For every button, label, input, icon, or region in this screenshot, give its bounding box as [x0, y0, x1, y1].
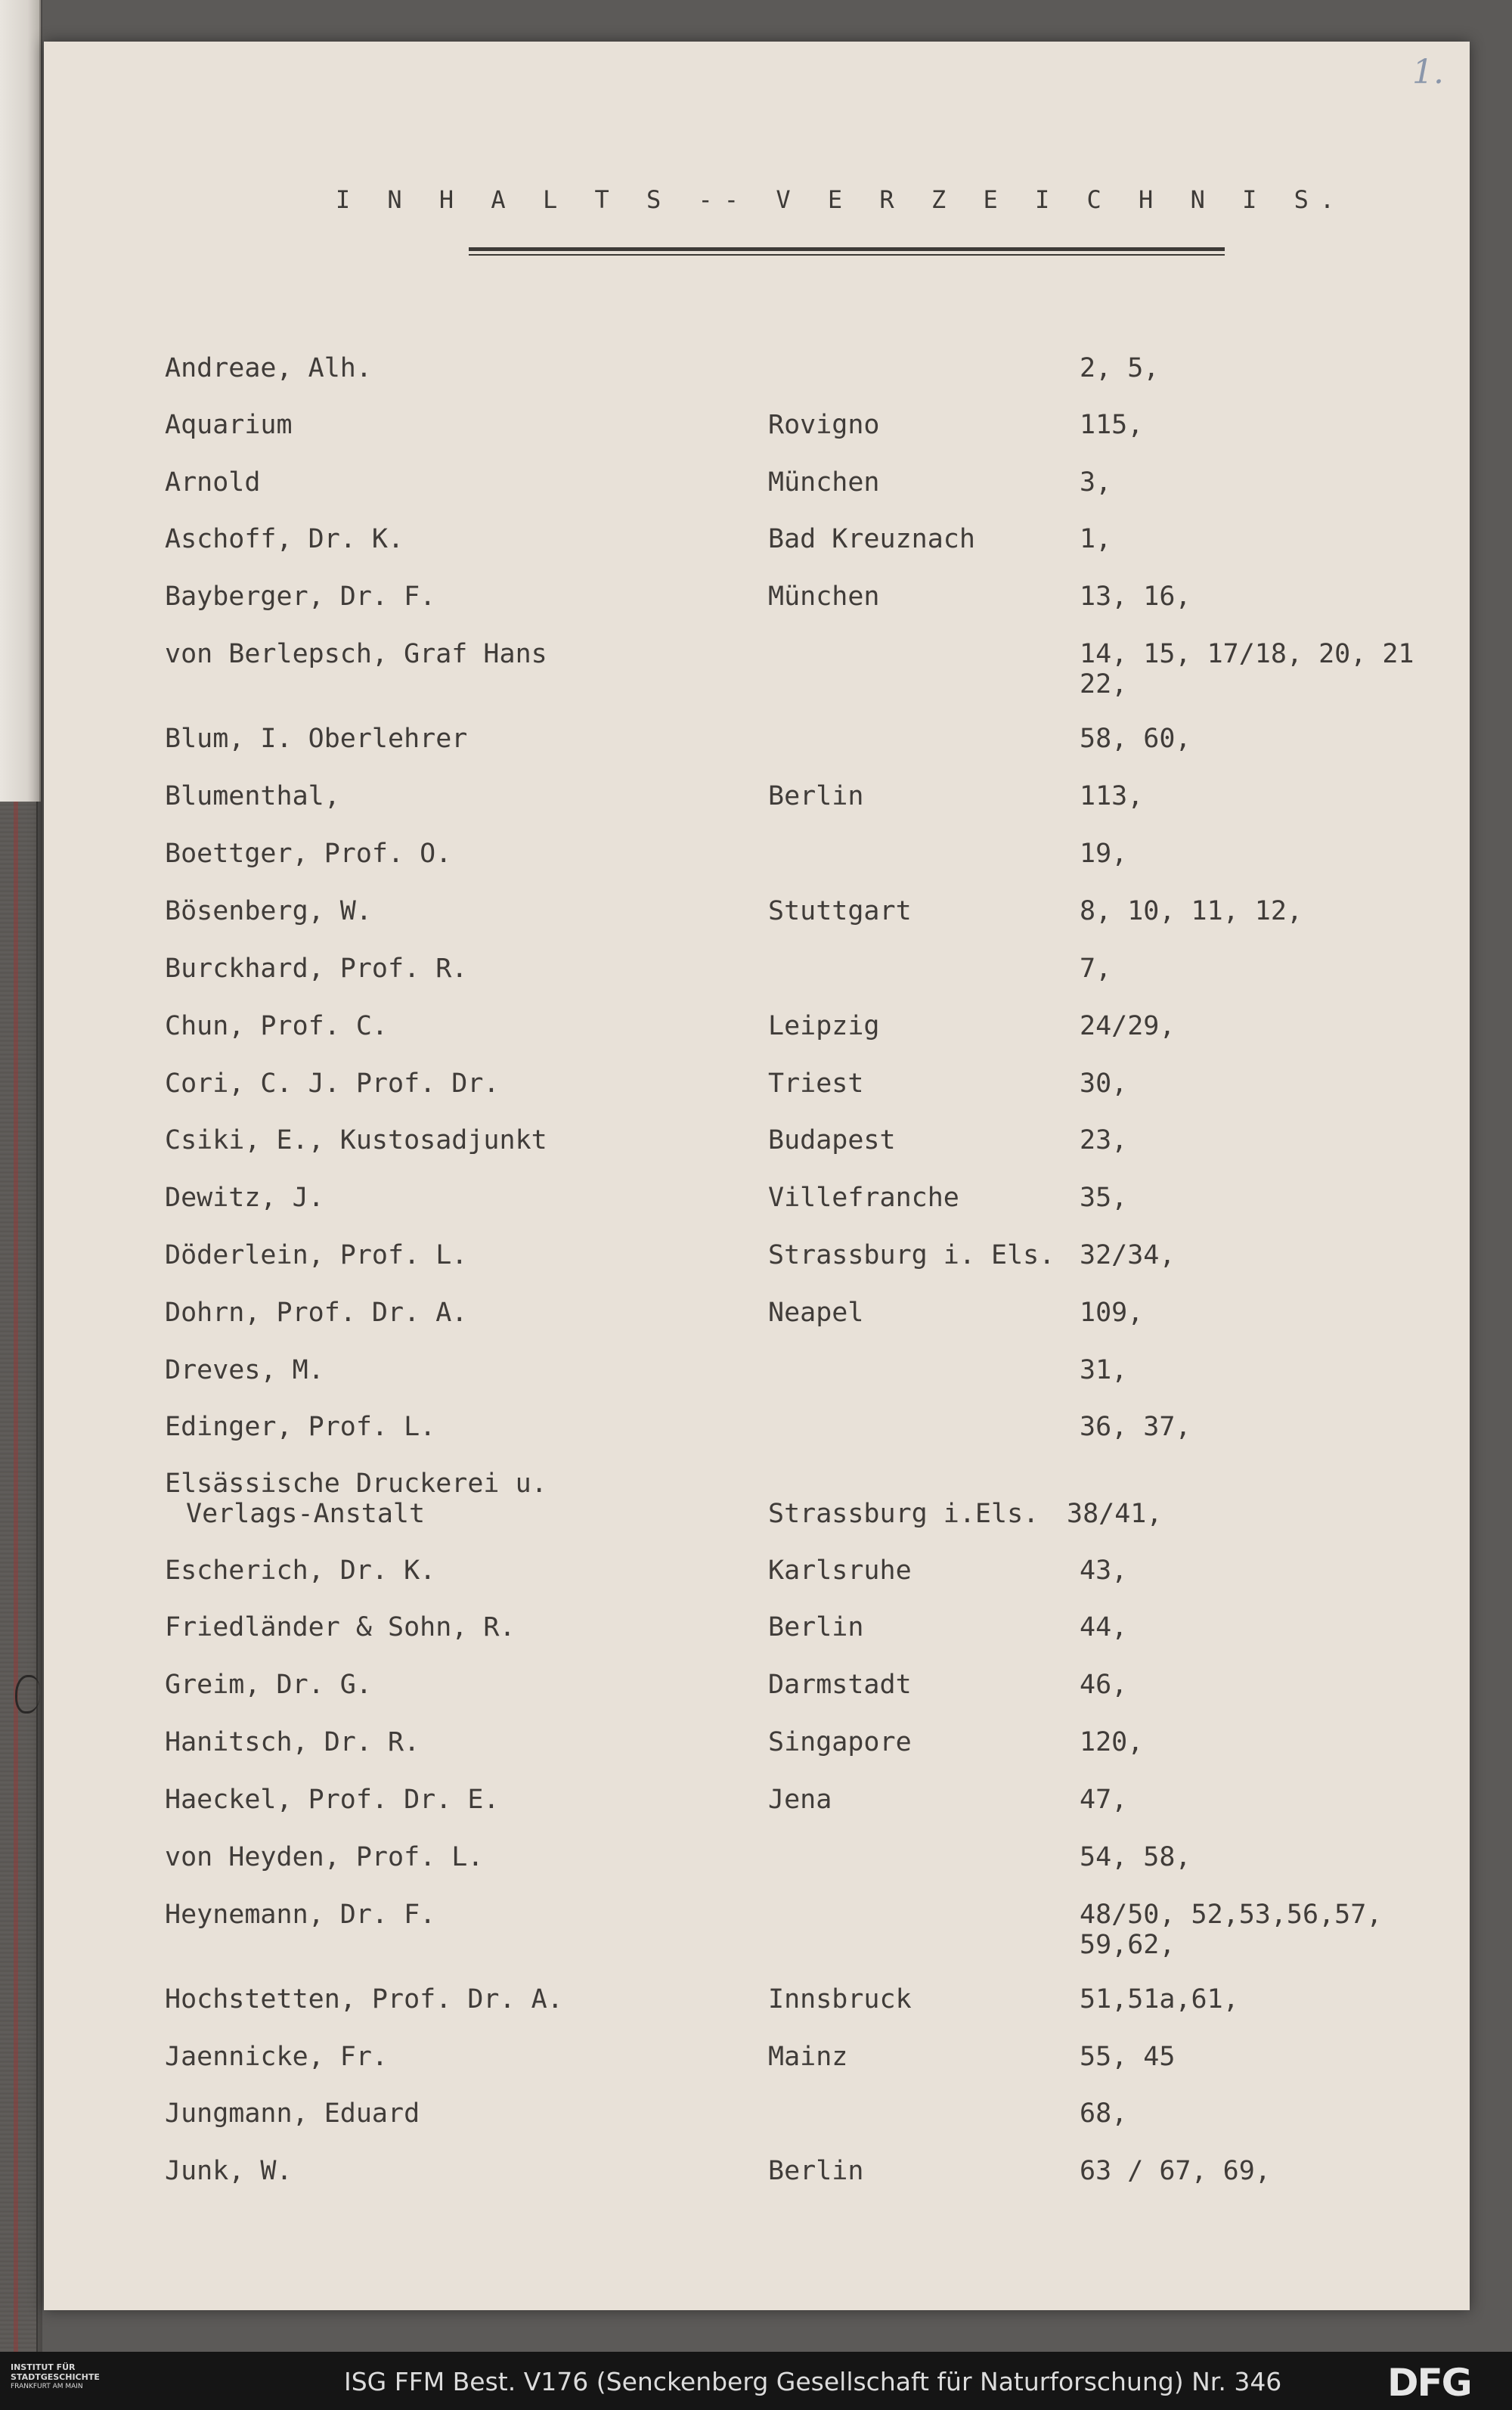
index-entry — [44, 1298, 1470, 1328]
entry-pages-line: 31, — [1080, 1355, 1128, 1385]
entry-pages-line: 48/50, 52,53,56,57, — [1080, 1900, 1383, 1930]
entry-name — [165, 1412, 435, 1442]
entry-pages-line: 32/34, — [1080, 1240, 1176, 1270]
entry-pages-line: 113, — [1080, 781, 1144, 811]
isg-logo-line3: FRANKFURT AM MAIN — [11, 2383, 83, 2390]
entry-name-line: Bösenberg, W. — [165, 896, 372, 926]
entry-pages-line: 115, — [1080, 410, 1144, 440]
index-entry — [44, 1469, 1470, 1529]
entry-pages — [1080, 724, 1191, 754]
entry-name — [165, 410, 293, 440]
index-entry — [44, 1727, 1470, 1757]
binding-string — [15, 1675, 40, 1714]
entry-name — [165, 781, 340, 811]
entry-pages — [1080, 353, 1159, 383]
entry-place: Strassburg i.Els. — [768, 1499, 1040, 1529]
entry-pages-line: 14, 15, 17/18, 20, 21 — [1080, 639, 1414, 669]
entry-pages-line: 54, 58, — [1080, 1842, 1191, 1872]
index-entry — [44, 1785, 1470, 1815]
entry-pages — [1080, 2098, 1127, 2129]
entry-name-line: Junk, W. — [165, 2156, 293, 2186]
isg-logo-line2: STADTGESCHICHTE — [11, 2372, 100, 2382]
entry-pages — [1080, 524, 1111, 554]
entry-place: Karlsruhe — [768, 1555, 912, 1586]
index-entry — [44, 1412, 1470, 1442]
entry-pages — [1080, 1125, 1127, 1155]
entry-place: Berlin — [768, 1612, 864, 1642]
entry-name-line: Hochstetten, Prof. Dr. A. — [165, 1984, 563, 2015]
entry-pages-line: 43, — [1080, 1555, 1128, 1586]
entry-name — [165, 1555, 435, 1586]
entry-pages-line: 35, — [1080, 1183, 1128, 1213]
index-entry — [44, 1011, 1470, 1041]
page-title: I N H A L T S -- V E R Z E I C H N I S. — [335, 185, 1346, 214]
entry-pages — [1080, 582, 1191, 612]
entry-name-line: Arnold — [165, 467, 261, 498]
index-entry — [44, 353, 1470, 383]
entry-pages-line: 30, — [1080, 1069, 1128, 1099]
entry-name — [165, 1069, 500, 1099]
index-entry — [44, 1612, 1470, 1642]
entry-pages — [1080, 410, 1143, 440]
entry-place: Villefranche — [768, 1183, 959, 1213]
entry-name — [165, 2042, 388, 2072]
entry-name-line: Blum, I. Oberlehrer — [165, 724, 468, 754]
entry-pages — [1080, 2042, 1175, 2072]
entry-name-line: Verlags-Anstalt — [186, 1499, 426, 1529]
entry-name — [165, 839, 451, 869]
index-entry — [44, 639, 1470, 699]
entry-pages — [1080, 839, 1127, 869]
entry-name — [165, 1183, 324, 1213]
entry-name-line: Jungmann, Eduard — [165, 2098, 420, 2129]
index-entry — [44, 582, 1470, 612]
entry-name-line: Dohrn, Prof. Dr. A. — [165, 1298, 468, 1328]
entry-pages-line: 1, — [1080, 524, 1112, 554]
entry-name — [165, 954, 467, 984]
entry-pages — [1080, 1355, 1127, 1385]
entry-name-line: Elsässische Druckerei u. — [165, 1469, 547, 1499]
index-entry — [44, 724, 1470, 754]
entry-name — [165, 1612, 516, 1642]
entry-place: Leipzig — [768, 1011, 880, 1041]
index-entries — [44, 42, 1470, 2310]
entry-name-line: Andreae, Alh. — [165, 353, 372, 383]
index-entry — [44, 1125, 1470, 1155]
entry-pages — [1080, 1069, 1127, 1099]
entry-pages-line: 3, — [1080, 467, 1112, 498]
entry-pages-line: 47, — [1080, 1785, 1128, 1815]
entry-pages-line: 8, 10, 11, 12, — [1080, 896, 1303, 926]
entry-name-line: Hanitsch, Dr. R. — [165, 1727, 420, 1757]
entry-pages-line: 109, — [1080, 1298, 1144, 1328]
entry-place: Berlin — [768, 781, 864, 811]
entry-name-line: Burckhard, Prof. R. — [165, 954, 468, 984]
entry-name-line: von Heyden, Prof. L. — [165, 1842, 484, 1872]
entry-pages — [1080, 1900, 1383, 1960]
entry-name-line: Chun, Prof. C. — [165, 1011, 389, 1041]
index-entry — [44, 1183, 1470, 1213]
entry-name — [165, 2098, 420, 2129]
entry-pages-line: 38/41, — [1067, 1499, 1163, 1529]
entry-name-line: Döderlein, Prof. L. — [165, 1240, 468, 1270]
entry-place: Bad Kreuznach — [768, 524, 975, 554]
index-entry — [44, 1842, 1470, 1872]
entry-place: Mainz — [768, 2042, 848, 2072]
entry-name-line: Jaennicke, Fr. — [165, 2042, 389, 2072]
entry-place: Innsbruck — [768, 1984, 912, 2015]
entry-place: Triest — [768, 1069, 864, 1099]
entry-name — [165, 1298, 467, 1328]
entry-pages — [1080, 1612, 1127, 1642]
entry-name — [165, 1240, 467, 1270]
entry-pages-line: 36, 37, — [1080, 1412, 1191, 1442]
entry-pages — [1080, 467, 1111, 498]
entry-name — [165, 1670, 372, 1700]
entry-pages-line: 2, 5, — [1080, 353, 1160, 383]
entry-name-line: Dreves, M. — [165, 1355, 324, 1385]
entry-name — [165, 582, 435, 612]
entry-pages — [1080, 1412, 1191, 1442]
entry-name-line: Greim, Dr. G. — [165, 1670, 372, 1700]
entry-pages — [1080, 781, 1143, 811]
entry-pages-line: 19, — [1080, 839, 1128, 869]
entry-name — [165, 1355, 324, 1385]
entry-place: Rovigno — [768, 410, 880, 440]
entry-pages — [1080, 1984, 1239, 2015]
entry-name-line: Boettger, Prof. O. — [165, 839, 452, 869]
entry-pages — [1080, 1555, 1127, 1586]
entry-pages — [1080, 954, 1111, 984]
entry-pages — [1080, 1183, 1127, 1213]
entry-pages-line: 7, — [1080, 954, 1112, 984]
page-number: 1. — [1412, 53, 1444, 91]
entry-name-line: Friedländer & Sohn, R. — [165, 1612, 516, 1642]
entry-name-line: Escherich, Dr. K. — [165, 1555, 436, 1586]
entry-name — [165, 1727, 420, 1757]
index-entry — [44, 467, 1470, 498]
entry-place: München — [768, 467, 880, 498]
entry-place: Budapest — [768, 1125, 896, 1155]
entry-place: Strassburg i. Els. — [768, 1240, 1055, 1270]
index-entry — [44, 1240, 1470, 1270]
entry-pages-line: 24/29, — [1080, 1011, 1176, 1041]
entry-name — [165, 1984, 563, 2015]
entry-name — [165, 1011, 388, 1041]
entry-name-line: von Berlepsch, Graf Hans — [165, 639, 547, 669]
entry-name-line: Aschoff, Dr. K. — [165, 524, 404, 554]
binder-red-stripe — [14, 802, 18, 2352]
entry-pages-line: 13, 16, — [1080, 582, 1191, 612]
dfg-logo: DFG — [1387, 2361, 1471, 2405]
entry-pages — [1080, 1011, 1175, 1041]
entry-name-line: Aquarium — [165, 410, 293, 440]
entry-pages — [1080, 639, 1414, 699]
entry-place: Singapore — [768, 1727, 912, 1757]
entry-name — [165, 2156, 293, 2186]
entry-name — [165, 1469, 547, 1529]
isg-logo — [11, 2362, 132, 2400]
index-entry — [44, 1984, 1470, 2015]
index-entry — [44, 1555, 1470, 1586]
entry-pages — [1080, 1727, 1143, 1757]
entry-pages-line: 22, — [1080, 669, 1128, 699]
entry-name-line: Heynemann, Dr. F. — [165, 1900, 436, 1930]
index-entry — [44, 1355, 1470, 1385]
entry-pages-line: 59,62, — [1080, 1930, 1176, 1960]
entry-pages — [1080, 2156, 1271, 2186]
entry-name-line: Cori, C. J. Prof. Dr. — [165, 1069, 500, 1099]
footer-bar — [0, 2352, 1512, 2410]
binder-board — [0, 802, 38, 2352]
entry-pages-line: 46, — [1080, 1670, 1128, 1700]
entry-pages-line: 58, 60, — [1080, 724, 1191, 754]
index-entry — [44, 1900, 1470, 1960]
document-page — [44, 42, 1470, 2310]
entry-pages-line: 63 / 67, 69, — [1080, 2156, 1271, 2186]
entry-name — [165, 1125, 547, 1155]
index-entry — [44, 781, 1470, 811]
entry-name-line: Dewitz, J. — [165, 1183, 324, 1213]
entry-name-line: Haeckel, Prof. Dr. E. — [165, 1785, 500, 1815]
entry-name — [165, 1900, 435, 1930]
entry-place: Darmstadt — [768, 1670, 912, 1700]
entry-name — [165, 896, 372, 926]
entry-pages-line: 23, — [1080, 1125, 1128, 1155]
entry-name-line: Edinger, Prof. L. — [165, 1412, 436, 1442]
entry-place: Neapel — [768, 1298, 864, 1328]
archive-caption: ISG FFM Best. V176 (Senckenberg Gesellschaft für Naturforschung) Nr. 346 — [344, 2367, 1282, 2396]
index-entry — [44, 2042, 1470, 2072]
entry-pages-line: 120, — [1080, 1727, 1144, 1757]
entry-place: München — [768, 582, 880, 612]
entry-place: Jena — [768, 1785, 832, 1815]
index-entry — [44, 2098, 1470, 2129]
entry-name — [165, 639, 547, 669]
entry-place: Stuttgart — [768, 896, 912, 926]
entry-pages — [1080, 896, 1303, 926]
index-entry — [44, 954, 1470, 984]
index-entry — [44, 839, 1470, 869]
entry-name — [165, 1842, 483, 1872]
entry-pages — [1080, 1240, 1175, 1270]
entry-pages — [1080, 1298, 1143, 1328]
index-entry — [44, 1670, 1470, 1700]
entry-pages — [1080, 1785, 1127, 1815]
index-entry — [44, 896, 1470, 926]
entry-pages-line: 51,51a,61, — [1080, 1984, 1239, 2015]
index-entry — [44, 2156, 1470, 2186]
entry-name-line: Blumenthal, — [165, 781, 340, 811]
index-entry — [44, 410, 1470, 440]
entry-name-line: Csiki, E., Kustosadjunkt — [165, 1125, 547, 1155]
entry-name — [165, 524, 404, 554]
binder-cover-edge — [0, 0, 41, 802]
entry-name — [165, 1785, 500, 1815]
entry-pages — [1080, 1670, 1127, 1700]
entry-name — [165, 724, 467, 754]
index-entry — [44, 524, 1470, 554]
entry-pages-line: 68, — [1080, 2098, 1128, 2129]
entry-pages — [1080, 1842, 1191, 1872]
entry-pages-line: 55, 45 — [1080, 2042, 1176, 2072]
index-entry — [44, 1069, 1470, 1099]
entry-name-line: Bayberger, Dr. F. — [165, 582, 436, 612]
isg-logo-line1: INSTITUT FÜR — [11, 2362, 76, 2372]
entry-pages-line: 44, — [1080, 1612, 1128, 1642]
entry-name — [165, 467, 260, 498]
entry-place: Berlin — [768, 2156, 864, 2186]
entry-name — [165, 353, 372, 383]
